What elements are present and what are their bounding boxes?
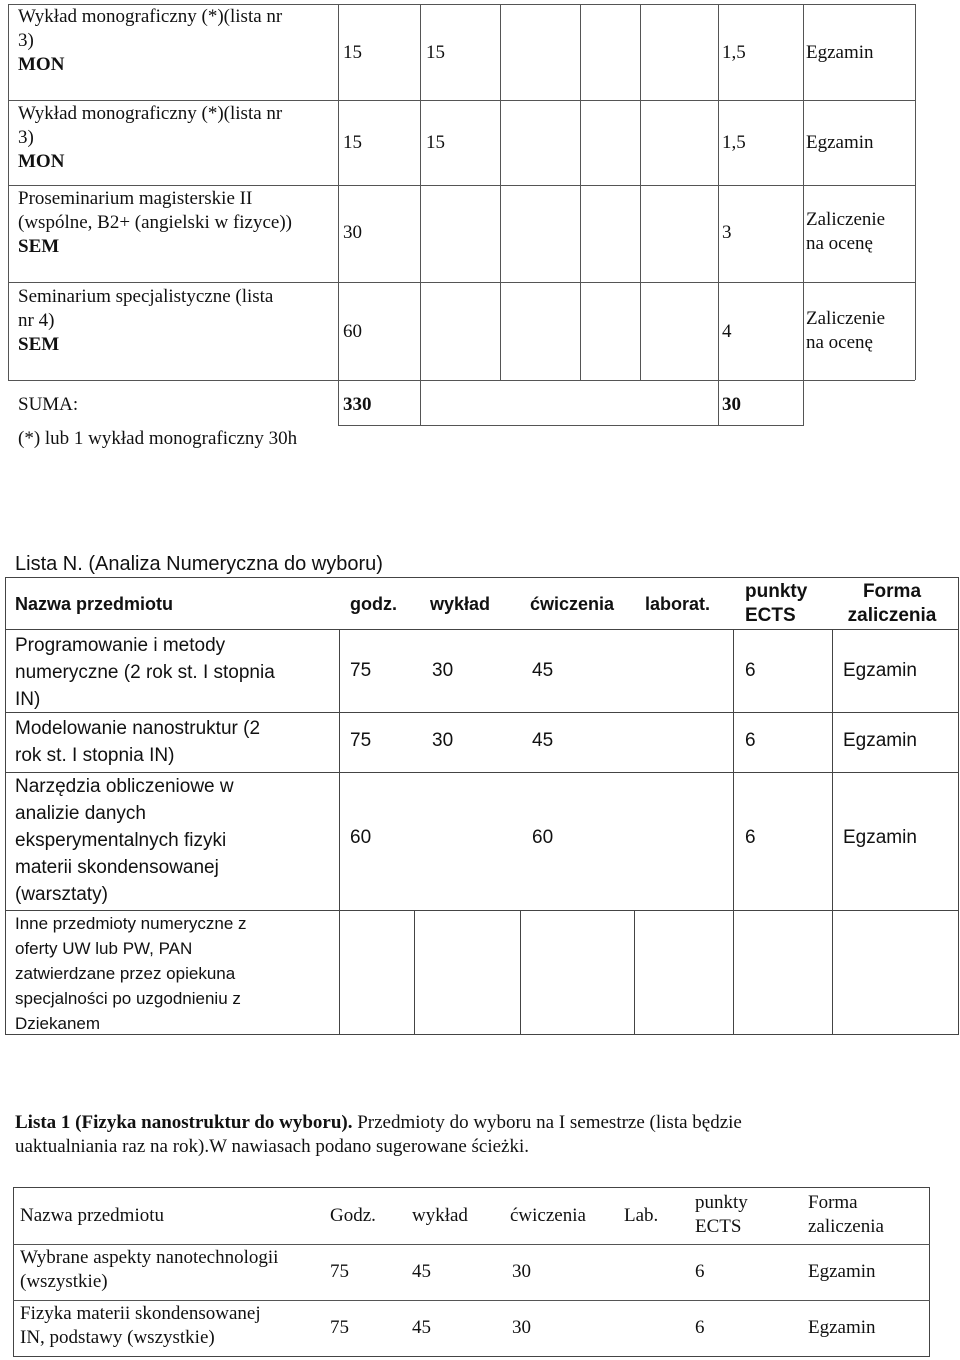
- course-name: (wszystkie): [20, 1271, 108, 1292]
- course-code: MON: [18, 54, 65, 75]
- section-title: Lista N. (Analiza Numeryczna do wyboru): [15, 553, 383, 575]
- course-name: IN, podstawy (wszystkie): [20, 1327, 215, 1348]
- course-name: Wybrane aspekty nanotechnologii: [20, 1247, 279, 1268]
- ects-cell: 6: [695, 1317, 705, 1338]
- course-name: (wspólne, B2+ (angielski w fizyce)): [18, 212, 292, 233]
- header-lab: laborat.: [645, 594, 711, 614]
- header-lecture: wykład: [430, 594, 491, 614]
- ects-cell: 4: [722, 321, 732, 342]
- header-ects-line: punkty: [745, 581, 808, 602]
- exercises-cell: 45: [532, 660, 554, 681]
- hours-cell: 75: [350, 660, 372, 681]
- course-name: Fizyka materii skondensowanej: [20, 1303, 261, 1324]
- section-intro: [15, 1111, 742, 1159]
- section-intro-text: uaktualniania raz na rok).W nawiasach podano sugerowane ścieżki.: [15, 1136, 530, 1157]
- lecture-cell: 45: [412, 1317, 431, 1338]
- header-ects-line: ECTS: [695, 1216, 742, 1237]
- sum-hours: 330: [343, 394, 372, 415]
- hours-cell: 15: [343, 132, 362, 153]
- course-code: SEM: [18, 334, 60, 355]
- lecture-cell: 45: [412, 1261, 431, 1282]
- table-row: [15, 715, 260, 769]
- ects-cell: 3: [722, 222, 732, 243]
- exercises-cell: 30: [512, 1317, 531, 1338]
- course-name: IN): [15, 689, 41, 710]
- table-row: [20, 1302, 261, 1350]
- header-form: [808, 1191, 884, 1239]
- form-cell: Egzamin: [806, 132, 874, 153]
- ects-cell: 1,5: [722, 132, 746, 153]
- header-form-line: Forma: [862, 581, 922, 602]
- form-line: Zaliczenie: [806, 209, 886, 230]
- ects-cell: 6: [745, 827, 756, 848]
- header-hours: godz.: [350, 594, 397, 614]
- form-cell: [806, 208, 885, 256]
- header-name: Nazwa przedmiotu: [15, 594, 174, 614]
- header-form-line: zaliczenia: [808, 1216, 884, 1237]
- form-line: Zaliczenie: [806, 308, 886, 329]
- header-form-line: Forma: [808, 1192, 858, 1213]
- exercises-cell: 45: [532, 730, 554, 751]
- header-hours: Godz.: [330, 1205, 376, 1226]
- hours-cell: 60: [350, 827, 372, 848]
- course-name: oferty UW lub PW, PAN: [15, 939, 193, 958]
- course-code: SEM: [18, 236, 60, 257]
- form-cell: Egzamin: [843, 827, 917, 848]
- sum-ects: 30: [722, 394, 741, 415]
- header-ects: [695, 1191, 748, 1239]
- course-name: Wykład monograficzny (*)(lista nr: [18, 6, 283, 27]
- form-cell: Egzamin: [808, 1261, 876, 1282]
- course-name: Narzędzia obliczeniowe w: [15, 776, 234, 797]
- header-lab: Lab.: [624, 1205, 659, 1226]
- hours-cell: 60: [343, 321, 362, 342]
- exercises-cell: 60: [532, 827, 554, 848]
- lecture-cell: 30: [432, 730, 454, 751]
- header-ects-line: punkty: [695, 1192, 748, 1213]
- form-cell: [806, 307, 885, 355]
- section-intro-text: Przedmioty do wyboru na I semestrze (lista będzie: [352, 1112, 742, 1133]
- ects-cell: 6: [695, 1261, 705, 1282]
- ects-cell: 6: [745, 660, 756, 681]
- course-name: nr 4): [18, 310, 55, 331]
- course-name: specjalności po uzgodnieniu z: [15, 989, 241, 1008]
- ects-cell: 6: [745, 730, 756, 751]
- table-row: [18, 285, 273, 357]
- header-exercises: ćwiczenia: [530, 594, 615, 614]
- course-name: 3): [18, 30, 34, 51]
- course-name: Dziekanem: [15, 1014, 101, 1033]
- course-name: Wykład monograficzny (*)(lista nr: [18, 103, 283, 124]
- table-row: [18, 187, 292, 259]
- header-form-line: zaliczenia: [847, 605, 937, 626]
- ects-cell: 1,5: [722, 42, 746, 63]
- lecture-cell: 15: [426, 132, 445, 153]
- table-row: [15, 911, 247, 1036]
- course-name: 3): [18, 127, 34, 148]
- lecture-cell: 30: [432, 660, 454, 681]
- form-cell: Egzamin: [806, 42, 874, 63]
- course-name: Inne przedmioty numeryczne z: [15, 914, 247, 933]
- course-name: numeryczne (2 rok st. I stopnia: [15, 662, 275, 683]
- course-name: Proseminarium magisterskie II: [18, 188, 253, 209]
- table-row: [15, 632, 275, 713]
- header-lecture: wykład: [412, 1205, 468, 1226]
- form-cell: Egzamin: [843, 660, 917, 681]
- table-row: [18, 5, 282, 77]
- header-ects-line: ECTS: [745, 605, 796, 626]
- hours-cell: 75: [350, 730, 372, 751]
- hours-cell: 75: [330, 1317, 349, 1338]
- course-code: MON: [18, 151, 65, 172]
- form-cell: Egzamin: [843, 730, 917, 751]
- header-exercises: ćwiczenia: [510, 1205, 586, 1226]
- table-row: [18, 102, 282, 174]
- form-line: na ocenę: [806, 233, 873, 254]
- course-name: analizie danych: [15, 803, 146, 824]
- course-name: rok st. I stopnia IN): [15, 745, 175, 766]
- hours-cell: 30: [343, 222, 362, 243]
- course-name: materii skondensowanej: [15, 857, 219, 878]
- hours-cell: 15: [343, 42, 362, 63]
- form-line: na ocenę: [806, 332, 873, 353]
- course-name: Programowanie i metody: [15, 635, 226, 656]
- header-form: [842, 580, 942, 628]
- course-name: eksperymentalnych fizyki: [15, 830, 227, 851]
- header-ects: [745, 580, 807, 628]
- table-row: [15, 773, 234, 908]
- sum-label: SUMA:: [18, 394, 79, 415]
- course-name: Seminarium specjalistyczne (lista: [18, 286, 274, 307]
- course-name: zatwierdzane przez opiekuna: [15, 964, 236, 983]
- table-row: [20, 1246, 278, 1294]
- form-cell: Egzamin: [808, 1317, 876, 1338]
- footnote: (*) lub 1 wykład monograficzny 30h: [18, 428, 298, 449]
- section-title: Lista 1 (Fizyka nanostruktur do wyboru).: [15, 1112, 353, 1133]
- course-name: Modelowanie nanostruktur (2: [15, 718, 261, 739]
- lecture-cell: 15: [426, 42, 445, 63]
- hours-cell: 75: [330, 1261, 349, 1282]
- exercises-cell: 30: [512, 1261, 531, 1282]
- course-name: (warsztaty): [15, 884, 108, 905]
- header-name: Nazwa przedmiotu: [20, 1205, 165, 1226]
